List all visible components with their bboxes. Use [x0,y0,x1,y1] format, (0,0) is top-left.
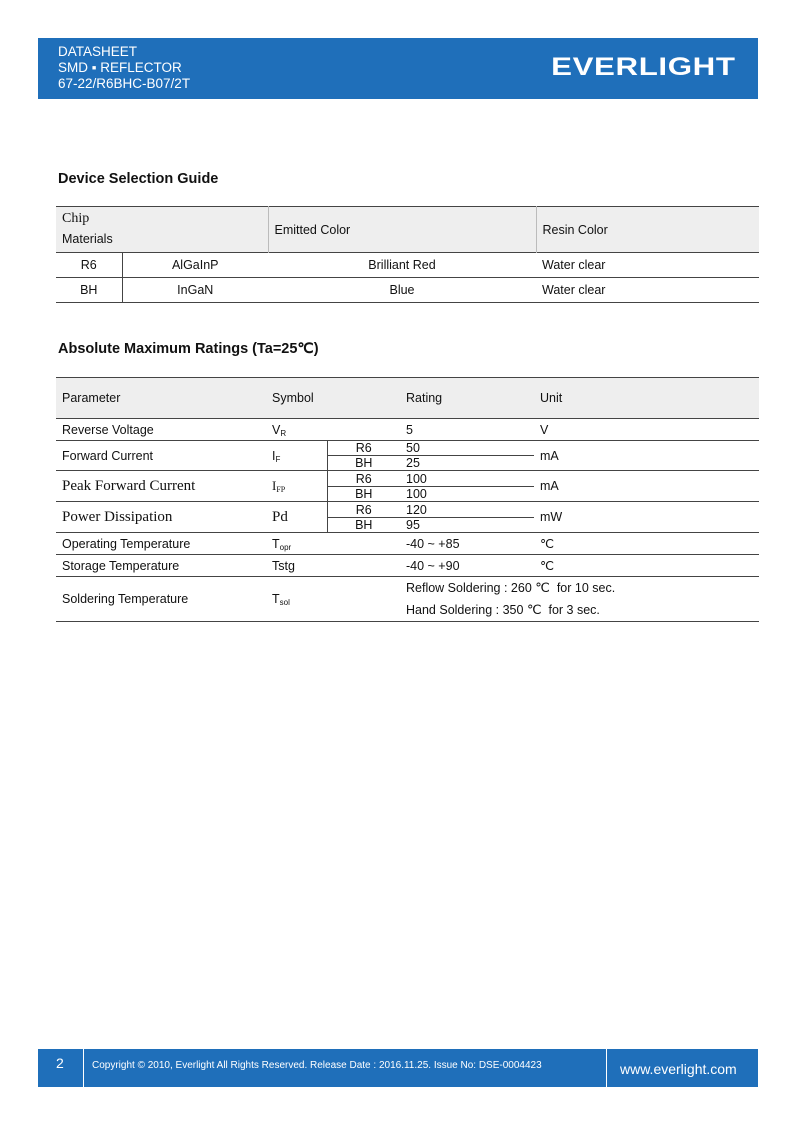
ratings-title: Absolute Maximum Ratings (Ta=25℃) [58,341,319,357]
rating-value: 5 [406,422,413,437]
col-emitted-color: Emitted Color [268,207,536,253]
soldering-conditions [400,577,759,622]
footer-divider [606,1049,607,1087]
table-header-row [56,207,759,253]
selection-table [56,206,759,303]
rating-value: 50 [400,441,534,456]
variant-bh: BH [327,487,400,502]
variant-bh: BH [327,456,400,471]
param-storage-temperature: Storage Temperature [62,558,180,573]
symbol: $V_R$ [272,422,287,438]
footer-divider [83,1049,84,1087]
variant-r6: R6 [327,471,400,487]
unit: ℃ [540,537,555,551]
table-row [56,577,759,622]
table-row [56,502,759,518]
resin-color: Water clear [542,283,606,297]
chip-code: BH [56,278,122,303]
reflow-soldering: Reflow Soldering : 260 ℃ for 10 sec. [406,580,616,595]
symbol: Tstg [272,558,295,573]
col-chip-line1: Chip [62,211,90,226]
unit: mA [534,441,759,471]
chip-code: R6 [56,253,122,278]
table-row [56,419,759,441]
unit: ℃ [540,559,555,573]
col-symbol: Symbol [266,378,400,419]
param-power-dissipation: Power Dissipation [56,502,266,533]
rating-value: 100 [400,471,534,487]
table-header-row [56,378,759,419]
copyright-text: Copyright © 2010, Everlight All Rights Reserved. Release Date : 2016.11.25. Issue No: DSE-0004423 [92,1060,542,1071]
rating-value: 120 [400,502,534,518]
ratings-table [56,377,759,622]
table-row [56,441,759,456]
chip-material: AlGaInP [171,258,219,272]
param-peak-forward-current: Peak Forward Current [56,471,266,502]
product-category: SMD ▪ REFLECTOR [58,60,182,75]
col-chip-line2: Materials [62,232,113,246]
symbol: Pd [266,502,327,533]
symbol: $T_{opr}$ [272,536,292,552]
variant-r6: R6 [327,502,400,518]
col-parameter: Parameter [56,378,266,419]
rating-value: 100 [406,487,427,501]
symbol: $I_F$ [266,441,327,471]
param-soldering-temperature: Soldering Temperature [62,592,189,606]
doc-type: DATASHEET [58,44,138,59]
emitted-color: Blue [389,283,415,297]
rating-value: -40 ~ +85 [406,536,460,551]
unit: mA [534,471,759,502]
table-row [56,253,759,278]
col-unit: Unit [534,378,759,419]
symbol: $T_{sol}$ [272,592,290,607]
variant-r6: R6 [327,441,400,456]
symbol: $I_{FP}$ [266,471,327,502]
param-reverse-voltage: Reverse Voltage [62,422,154,437]
hand-soldering: Hand Soldering : 350 ℃ for 3 sec. [406,602,600,617]
chip-material: InGaN [177,283,214,297]
col-chip-materials [56,207,268,253]
col-rating: Rating [400,378,534,419]
table-row [56,278,759,303]
param-forward-current: Forward Current [56,441,266,471]
website-link[interactable]: www.everlight.com [620,1061,737,1077]
table-row [56,533,759,555]
page-number: 2 [56,1055,64,1071]
resin-color: Water clear [542,258,606,272]
emitted-color: Brilliant Red [368,258,436,272]
page-footer [38,1049,758,1087]
unit: V [540,422,549,437]
rating-value: 95 [406,518,420,532]
company-logo: EVERLIGHT [551,53,736,81]
unit: mW [534,502,759,533]
selection-title: Device Selection Guide [58,171,219,187]
table-row [56,555,759,577]
page-header [38,38,758,99]
header-text [58,44,190,92]
rating-value: 25 [406,456,420,470]
rating-value: -40 ~ +90 [406,558,460,573]
col-resin-color: Resin Color [536,207,759,253]
part-number: 67-22/R6BHC-B07/2T [58,76,191,91]
table-row [56,471,759,487]
variant-bh: BH [327,518,400,533]
param-operating-temperature: Operating Temperature [62,536,191,551]
